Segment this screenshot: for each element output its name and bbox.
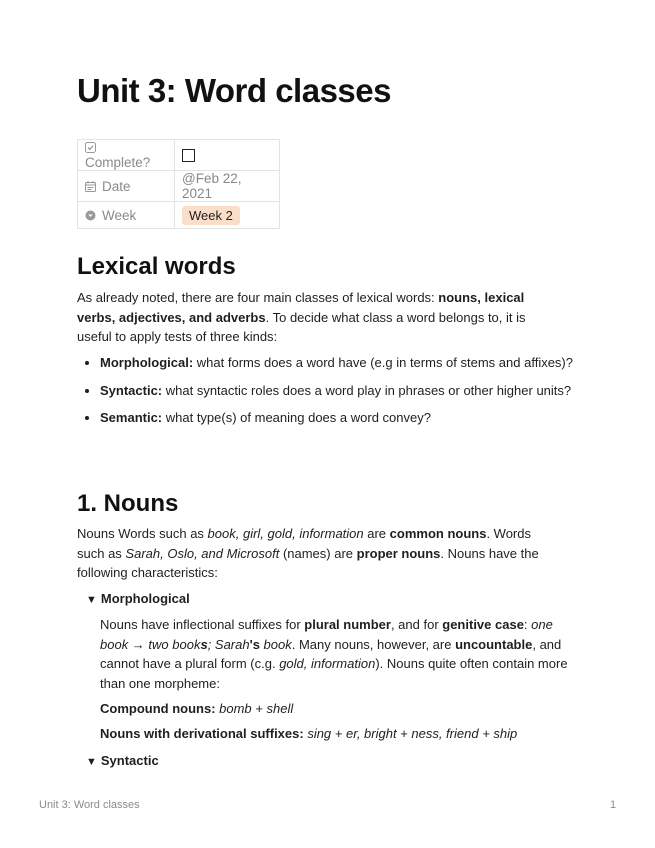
property-key: Date bbox=[78, 171, 175, 202]
calendar-property-icon bbox=[85, 181, 96, 192]
morphological-paragraph: Nouns have inflectional suffixes for plural number, and for genitive case: one book → two books; Sarah's book. Many nouns, however, are uncountable, and cannot have a plural form (c.g. gold, information). Nouns quite often contain more than one morpheme: bbox=[100, 617, 568, 691]
week-tag[interactable]: Week 2 bbox=[182, 206, 240, 225]
toggle-triangle-icon[interactable]: ▼ bbox=[86, 594, 97, 606]
property-row-week bbox=[78, 202, 280, 229]
property-value[interactable] bbox=[175, 140, 280, 171]
compound-nouns-line: Compound nouns: bomb + shell bbox=[100, 701, 294, 716]
derivational-nouns-line: Nouns with derivational suffixes: sing + er, bright + ness, friend + ship bbox=[100, 726, 518, 741]
footer-page-number: 1 bbox=[610, 799, 617, 811]
list-item: • Morphological: what forms does a word have (e.g in terms of stems and affixes)? bbox=[100, 353, 577, 373]
select-property-icon bbox=[85, 210, 96, 221]
date-value[interactable]: @Feb 22, 2021 bbox=[175, 171, 280, 202]
property-row-complete bbox=[78, 140, 280, 171]
nouns-intro-paragraph: Nouns Words such as book, girl, gold, information are common nouns. Words such as Sarah, Oslo, and Microsoft (names) are proper nouns. Nouns have the following characteristics: bbox=[77, 526, 539, 580]
morphological-toggle[interactable]: ▼ Morphological bbox=[86, 591, 190, 606]
page-title: Unit 3: Word classes bbox=[77, 72, 391, 109]
property-value[interactable] bbox=[175, 202, 280, 229]
syntactic-toggle[interactable]: ▼ Syntactic bbox=[86, 753, 159, 768]
checkbox-property-icon bbox=[85, 142, 96, 153]
list-item: • Semantic: what type(s) of meaning does a word convey? bbox=[100, 408, 577, 428]
property-key: Complete? bbox=[78, 140, 175, 171]
property-key: Week bbox=[78, 202, 175, 229]
properties-table bbox=[77, 139, 280, 229]
property-row-date bbox=[78, 171, 280, 202]
toggle-triangle-icon[interactable]: ▼ bbox=[86, 756, 97, 768]
footer-title: Unit 3: Word classes bbox=[39, 799, 140, 811]
criteria-list bbox=[77, 353, 577, 436]
nouns-heading: 1. Nouns bbox=[77, 490, 179, 517]
lexical-words-heading: Lexical words bbox=[77, 253, 236, 280]
complete-checkbox[interactable] bbox=[182, 149, 195, 162]
list-item: • Syntactic: what syntactic roles does a word play in phrases or other higher units? bbox=[100, 381, 577, 401]
lexical-intro-paragraph: As already noted, there are four main classes of lexical words: nouns, lexical verbs, adjectives, and adverbs. To decide what class a word belongs to, it is useful to apply tests of three kinds: bbox=[77, 290, 526, 344]
